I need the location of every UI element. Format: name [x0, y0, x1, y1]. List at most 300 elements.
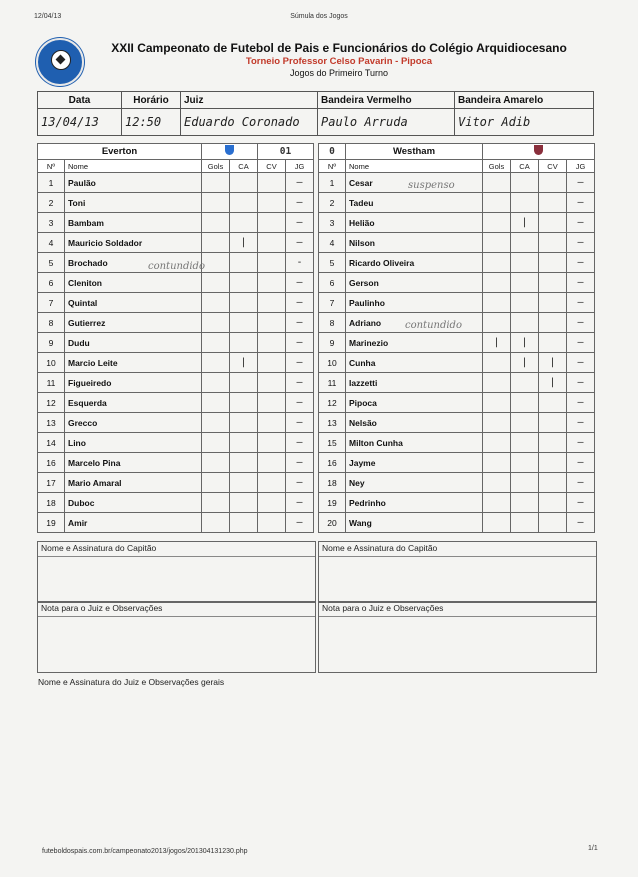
player-yellow-cards — [230, 453, 258, 473]
player-name: Quintal — [65, 293, 202, 313]
player-name: Duboc — [65, 493, 202, 513]
player-number: 9 — [319, 333, 346, 353]
col-yellow: CA — [511, 160, 539, 173]
player-number: 7 — [38, 293, 65, 313]
player-row — [319, 173, 595, 193]
player-red-cards — [539, 293, 567, 313]
print-date: 12/04/13 — [34, 13, 62, 20]
player-goals — [202, 373, 230, 393]
player-number: 11 — [38, 373, 65, 393]
player-red-cards — [258, 213, 286, 233]
player-number: 9 — [38, 333, 65, 353]
player-red-cards — [539, 453, 567, 473]
player-red-cards — [258, 353, 286, 373]
home-score: 01 — [258, 144, 314, 160]
player-red-cards — [258, 513, 286, 533]
player-name: Paulinho — [346, 293, 483, 313]
player-red-cards — [539, 493, 567, 513]
player-played: — — [567, 453, 595, 473]
player-goals — [202, 193, 230, 213]
player-yellow-cards — [230, 433, 258, 453]
player-number: 1 — [319, 173, 346, 193]
time-value: 12:50 — [122, 109, 181, 136]
round-label: Jogos do Primeiro Turno — [289, 68, 389, 78]
player-yellow-cards — [511, 413, 539, 433]
player-row — [319, 393, 595, 413]
away-notes-label: Nota para o Juiz e Observações — [319, 602, 596, 617]
player-played: — — [286, 433, 314, 453]
player-yellow-cards — [511, 393, 539, 413]
player-name: Marcelo Pina — [65, 453, 202, 473]
player-goals — [202, 173, 230, 193]
player-row — [38, 493, 314, 513]
player-red-cards — [258, 233, 286, 253]
player-number: 10 — [319, 353, 346, 373]
col-number: Nº — [319, 160, 346, 173]
player-goals — [483, 313, 511, 333]
player-number: 17 — [38, 473, 65, 493]
away-team-table — [318, 143, 595, 533]
player-yellow-cards — [511, 193, 539, 213]
player-yellow-cards — [230, 493, 258, 513]
player-number: 16 — [38, 453, 65, 473]
player-goals — [202, 293, 230, 313]
player-row — [38, 473, 314, 493]
player-row — [38, 513, 314, 533]
player-played: — — [286, 333, 314, 353]
col-played: JG — [286, 160, 314, 173]
player-red-cards: | — [539, 353, 567, 373]
player-goals — [483, 413, 511, 433]
player-goals — [483, 453, 511, 473]
player-played: — — [286, 193, 314, 213]
player-row — [319, 273, 595, 293]
player-yellow-cards — [230, 213, 258, 233]
page-title: XXII Campeonato de Futebol de Pais e Funcionários do Colégio Arquidiocesano — [111, 41, 567, 55]
player-number: 1 — [38, 173, 65, 193]
player-row — [38, 433, 314, 453]
player-red-cards — [539, 513, 567, 533]
player-yellow-cards — [511, 513, 539, 533]
player-name: Wang — [346, 513, 483, 533]
player-goals — [483, 373, 511, 393]
player-number: 4 — [38, 233, 65, 253]
col-yellow: CA — [230, 160, 258, 173]
player-red-cards — [258, 473, 286, 493]
col-number: Nº — [38, 160, 65, 173]
player-number: 6 — [319, 273, 346, 293]
player-row — [319, 193, 595, 213]
player-name: Esquerda — [65, 393, 202, 413]
player-red-cards — [258, 373, 286, 393]
player-goals — [483, 513, 511, 533]
tournament-subtitle: Torneio Professor Celso Pavarin - Pipoca — [245, 56, 433, 67]
footer-url: futeboldospais.com.br/campeonato2013/jogos/201304131230.php — [42, 848, 248, 855]
player-yellow-cards — [511, 373, 539, 393]
page-number: 1/1 — [588, 845, 598, 852]
player-red-cards — [258, 413, 286, 433]
player-played: — — [567, 353, 595, 373]
player-red-cards — [258, 253, 286, 273]
player-name: Marinezio — [346, 333, 483, 353]
player-number: 13 — [319, 413, 346, 433]
player-played: — — [286, 393, 314, 413]
player-row — [38, 353, 314, 373]
home-notes-box — [37, 601, 316, 673]
home-team-table — [37, 143, 314, 533]
player-goals — [483, 233, 511, 253]
player-played: — — [286, 233, 314, 253]
date-value: 13/04/13 — [38, 109, 122, 136]
red-flag-value: Paulo Arruda — [318, 109, 455, 136]
player-row — [38, 373, 314, 393]
player-yellow-cards — [511, 173, 539, 193]
player-name: Gutierrez — [65, 313, 202, 333]
player-name: Ricardo Oliveira — [346, 253, 483, 273]
player-row — [38, 333, 314, 353]
player-goals — [483, 473, 511, 493]
player-name: Paulão — [65, 173, 202, 193]
match-info-table — [37, 91, 594, 136]
player-goals — [202, 453, 230, 473]
player-name: Cunha — [346, 353, 483, 373]
player-red-cards — [539, 473, 567, 493]
referee-value: Eduardo Coronado — [181, 109, 318, 136]
player-number: 12 — [38, 393, 65, 413]
away-team-badge-icon — [534, 145, 543, 155]
player-yellow-cards: | — [230, 353, 258, 373]
player-number: 5 — [38, 253, 65, 273]
player-played: — — [567, 373, 595, 393]
player-yellow-cards — [230, 173, 258, 193]
player-red-cards — [258, 293, 286, 313]
player-name: Cleniton — [65, 273, 202, 293]
player-played: — — [286, 293, 314, 313]
player-name: Figueiredo — [65, 373, 202, 393]
player-yellow-cards — [511, 453, 539, 473]
player-played: — — [567, 273, 595, 293]
col-goals: Gols — [202, 160, 230, 173]
player-red-cards — [258, 273, 286, 293]
player-played: — — [567, 493, 595, 513]
annotation-cesar: suspenso — [408, 180, 455, 191]
player-yellow-cards — [511, 293, 539, 313]
away-badge-cell — [483, 144, 595, 160]
player-goals — [483, 493, 511, 513]
col-name: Nome — [346, 160, 483, 173]
player-row — [319, 373, 595, 393]
player-red-cards — [258, 493, 286, 513]
player-number: 8 — [38, 313, 65, 333]
annotation-adriano: contundido — [405, 320, 462, 331]
player-yellow-cards — [511, 253, 539, 273]
player-goals — [202, 233, 230, 253]
player-row — [319, 433, 595, 453]
player-yellow-cards — [230, 313, 258, 333]
away-score: 0 — [319, 144, 346, 160]
player-number: 18 — [319, 473, 346, 493]
player-name: Amir — [65, 513, 202, 533]
away-team-name: Westham — [346, 144, 483, 160]
player-played: — — [286, 173, 314, 193]
player-name: Helião — [346, 213, 483, 233]
player-row — [38, 233, 314, 253]
player-red-cards — [258, 173, 286, 193]
player-goals — [483, 353, 511, 373]
player-row — [319, 293, 595, 313]
player-goals — [483, 253, 511, 273]
player-yellow-cards — [230, 293, 258, 313]
player-row — [319, 493, 595, 513]
player-played: — — [567, 413, 595, 433]
player-red-cards — [539, 393, 567, 413]
player-row — [319, 353, 595, 373]
player-red-cards — [258, 433, 286, 453]
player-goals — [202, 273, 230, 293]
player-goals — [202, 433, 230, 453]
player-red-cards — [258, 193, 286, 213]
player-row — [319, 453, 595, 473]
player-name: Iazzetti — [346, 373, 483, 393]
player-goals — [483, 273, 511, 293]
player-played: - — [286, 253, 314, 273]
home-notes-label: Nota para o Juiz e Observações — [38, 602, 315, 617]
player-number: 19 — [38, 513, 65, 533]
player-name: Adriano — [346, 313, 483, 333]
player-name: Nilson — [346, 233, 483, 253]
player-name: Toni — [65, 193, 202, 213]
player-yellow-cards — [511, 273, 539, 293]
player-played: — — [286, 453, 314, 473]
player-red-cards — [539, 313, 567, 333]
player-row — [319, 233, 595, 253]
player-yellow-cards — [230, 393, 258, 413]
player-red-cards — [539, 233, 567, 253]
date-header: Data — [38, 92, 122, 109]
player-played: — — [567, 433, 595, 453]
player-row — [38, 173, 314, 193]
player-row — [38, 413, 314, 433]
player-goals — [483, 213, 511, 233]
player-number: 19 — [319, 493, 346, 513]
home-team-badge-icon — [225, 145, 234, 155]
player-played: — — [286, 493, 314, 513]
player-goals — [483, 393, 511, 413]
player-number: 8 — [319, 313, 346, 333]
player-name: Mario Amaral — [65, 473, 202, 493]
player-name: Dudu — [65, 333, 202, 353]
player-goals — [202, 513, 230, 533]
player-played: — — [286, 273, 314, 293]
player-yellow-cards: | — [511, 353, 539, 373]
away-notes-box — [318, 601, 597, 673]
player-name: Grecco — [65, 413, 202, 433]
print-header: Súmula dos Jogos — [290, 13, 348, 20]
player-name: Marcio Leite — [65, 353, 202, 373]
player-yellow-cards — [230, 253, 258, 273]
player-goals — [483, 193, 511, 213]
player-name: Mauricio Soldador — [65, 233, 202, 253]
player-row — [319, 333, 595, 353]
player-yellow-cards — [511, 493, 539, 513]
player-played: — — [286, 313, 314, 333]
player-number: 13 — [38, 413, 65, 433]
player-red-cards — [539, 333, 567, 353]
home-captain-label: Nome e Assinatura do Capitão — [38, 542, 315, 557]
player-yellow-cards — [511, 233, 539, 253]
home-team-name: Everton — [38, 144, 202, 160]
player-goals — [202, 313, 230, 333]
player-number: 3 — [38, 213, 65, 233]
general-observations-label: Nome e Assinatura do Juiz e Observações gerais — [38, 677, 225, 687]
player-goals — [202, 493, 230, 513]
player-row — [38, 193, 314, 213]
player-red-cards — [539, 213, 567, 233]
player-row — [319, 473, 595, 493]
player-red-cards — [539, 433, 567, 453]
player-row — [38, 293, 314, 313]
player-played: — — [567, 333, 595, 353]
player-name: Tadeu — [346, 193, 483, 213]
red-flag-header: Bandeira Vermelho — [318, 92, 455, 109]
away-captain-box — [318, 541, 597, 603]
player-number: 6 — [38, 273, 65, 293]
player-row — [38, 273, 314, 293]
player-goals — [202, 473, 230, 493]
player-yellow-cards — [511, 473, 539, 493]
player-played: — — [567, 513, 595, 533]
yellow-flag-header: Bandeira Amarelo — [455, 92, 594, 109]
player-played: — — [567, 313, 595, 333]
player-yellow-cards — [230, 413, 258, 433]
player-number: 18 — [38, 493, 65, 513]
player-goals — [202, 213, 230, 233]
player-name: Pedrinho — [346, 493, 483, 513]
player-name: Brochado — [65, 253, 202, 273]
home-captain-box — [37, 541, 316, 603]
player-red-cards — [539, 413, 567, 433]
player-yellow-cards — [230, 273, 258, 293]
home-badge-cell — [202, 144, 258, 160]
player-number: 5 — [319, 253, 346, 273]
player-played: — — [567, 473, 595, 493]
away-captain-label: Nome e Assinatura do Capitão — [319, 542, 596, 557]
player-goals: | — [483, 333, 511, 353]
player-number: 15 — [319, 433, 346, 453]
player-name: Gerson — [346, 273, 483, 293]
player-played: — — [567, 393, 595, 413]
player-name: Nelsão — [346, 413, 483, 433]
player-red-cards — [539, 253, 567, 273]
player-goals — [202, 353, 230, 373]
player-number: 3 — [319, 213, 346, 233]
player-played: — — [286, 213, 314, 233]
player-goals — [483, 293, 511, 313]
player-red-cards — [258, 313, 286, 333]
player-played: — — [567, 193, 595, 213]
referee-header: Juiz — [181, 92, 318, 109]
player-red-cards — [258, 393, 286, 413]
player-played: — — [567, 173, 595, 193]
player-played: — — [567, 253, 595, 273]
player-played: — — [286, 473, 314, 493]
player-number: 7 — [319, 293, 346, 313]
player-goals — [202, 253, 230, 273]
player-name: Pipoca — [346, 393, 483, 413]
player-row — [319, 413, 595, 433]
player-number: 2 — [319, 193, 346, 213]
player-red-cards: | — [539, 373, 567, 393]
player-row — [38, 213, 314, 233]
player-name: Lino — [65, 433, 202, 453]
player-number: 11 — [319, 373, 346, 393]
player-played: — — [286, 353, 314, 373]
player-red-cards — [539, 173, 567, 193]
col-red: CV — [258, 160, 286, 173]
player-number: 20 — [319, 513, 346, 533]
player-yellow-cards: | — [511, 213, 539, 233]
annotation-brochado: contundido — [148, 261, 205, 272]
player-row — [38, 313, 314, 333]
player-number: 16 — [319, 453, 346, 473]
player-played: — — [286, 413, 314, 433]
player-yellow-cards: | — [230, 233, 258, 253]
player-played: — — [286, 513, 314, 533]
player-name: Milton Cunha — [346, 433, 483, 453]
player-yellow-cards: | — [511, 333, 539, 353]
player-goals — [483, 433, 511, 453]
player-number: 4 — [319, 233, 346, 253]
player-goals — [202, 333, 230, 353]
player-yellow-cards — [511, 433, 539, 453]
time-header: Horário — [122, 92, 181, 109]
player-yellow-cards — [230, 193, 258, 213]
player-row — [38, 393, 314, 413]
player-red-cards — [539, 193, 567, 213]
player-played: — — [567, 233, 595, 253]
player-red-cards — [539, 273, 567, 293]
player-number: 2 — [38, 193, 65, 213]
player-played: — — [567, 213, 595, 233]
player-name: Ney — [346, 473, 483, 493]
player-row — [38, 453, 314, 473]
player-number: 12 — [319, 393, 346, 413]
col-played: JG — [567, 160, 595, 173]
yellow-flag-value: Vitor Adib — [455, 109, 594, 136]
player-yellow-cards — [230, 473, 258, 493]
player-played: — — [567, 293, 595, 313]
player-goals — [202, 413, 230, 433]
player-yellow-cards — [511, 313, 539, 333]
player-row — [319, 213, 595, 233]
col-goals: Gols — [483, 160, 511, 173]
player-name: Jayme — [346, 453, 483, 473]
player-row — [319, 253, 595, 273]
player-name: Cesar — [346, 173, 483, 193]
player-yellow-cards — [230, 373, 258, 393]
player-goals — [202, 393, 230, 413]
player-name: Bambam — [65, 213, 202, 233]
player-row — [319, 513, 595, 533]
player-played: — — [286, 373, 314, 393]
player-red-cards — [258, 333, 286, 353]
player-goals — [483, 173, 511, 193]
player-number: 10 — [38, 353, 65, 373]
player-yellow-cards — [230, 333, 258, 353]
player-yellow-cards — [230, 513, 258, 533]
player-number: 14 — [38, 433, 65, 453]
col-name: Nome — [65, 160, 202, 173]
